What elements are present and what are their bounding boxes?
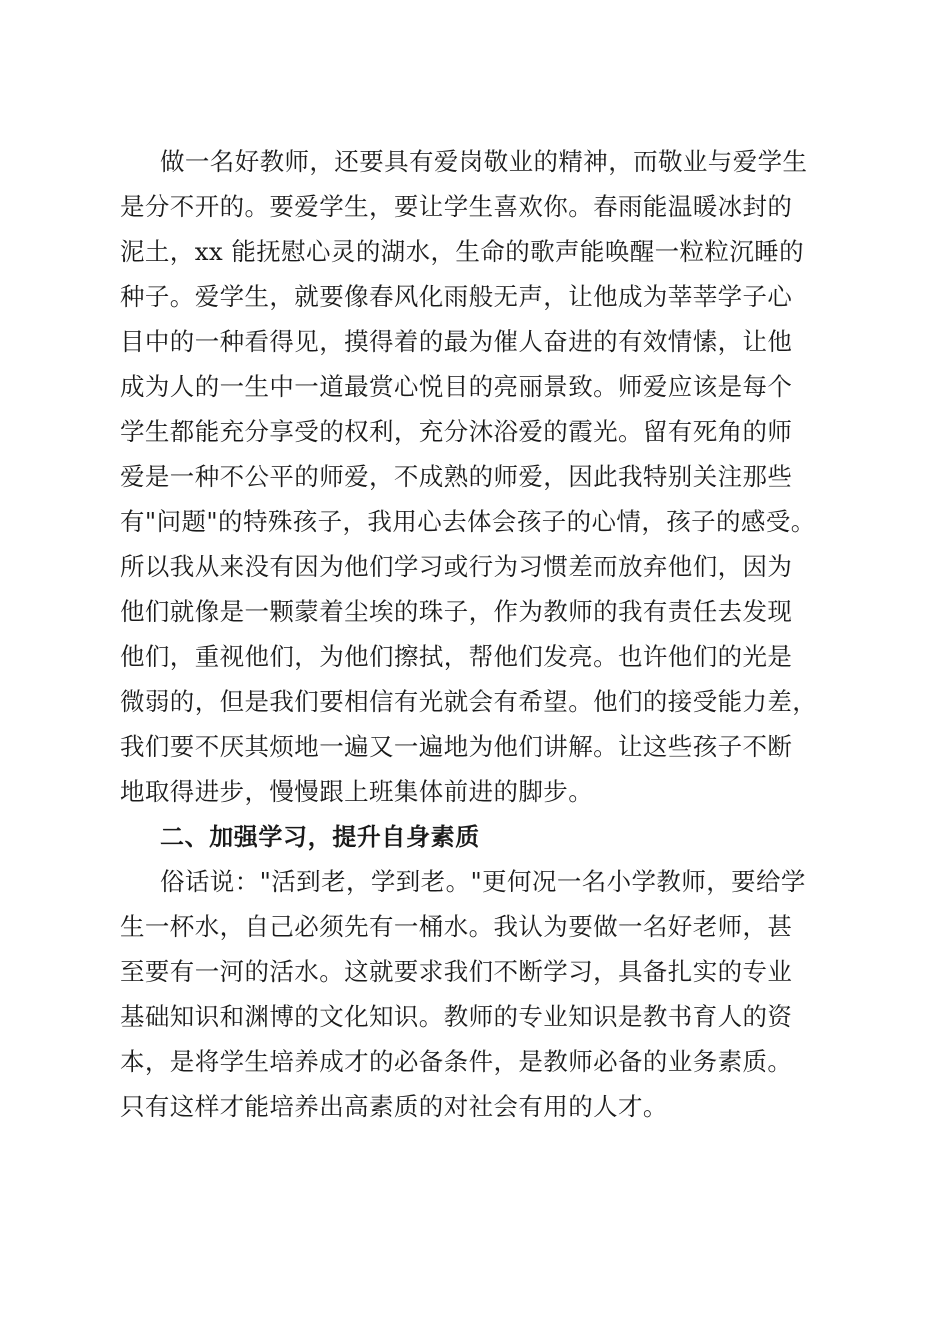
paragraph-2-line-2: 生一杯水，自己必须先有一桶水。我认为要做一名好老师，甚 <box>120 912 793 941</box>
paragraph-2-line-4: 基础知识和渊博的文化知识。教师的专业知识是教书育人的资 <box>120 1002 793 1031</box>
paragraph-1-line-7: 学生都能充分享受的权利，充分沐浴爱的霞光。留有死角的师 <box>120 417 793 446</box>
paragraph-1-line-8: 爱是一种不公平的师爱，不成熟的师爱，因此我特别关注那些 <box>120 462 793 491</box>
paragraph-2-line-6: 只有这样才能培养出高素质的对社会有用的人才。 <box>120 1092 668 1121</box>
paragraph-1-line-1: 做一名好教师，还要具有爱岗敬业的精神，而敬业与爱学生 <box>160 147 808 176</box>
paragraph-1-line-9: 有"问题"的特殊孩子，我用心去体会孩子的心情，孩子的感受。 <box>120 507 816 536</box>
paragraph-1-line-12: 他们，重视他们，为他们擦拭，帮他们发亮。也许他们的光是 <box>120 642 793 671</box>
paragraph-1-line-2: 是分不开的。要爱学生，要让学生喜欢你。春雨能温暖冰封的 <box>120 192 793 221</box>
paragraph-1-line-11: 他们就像是一颗蒙着尘埃的珠子，作为教师的我有责任去发现 <box>120 597 793 626</box>
paragraph-2-line-1: 俗话说："活到老，学到老。"更何况一名小学教师，要给学 <box>160 867 806 896</box>
paragraph-1-line-6: 成为人的一生中一道最赏心悦目的亮丽景致。师爱应该是每个 <box>120 372 793 401</box>
paragraph-1-line-15: 地取得进步，慢慢跟上班集体前进的脚步。 <box>120 777 594 806</box>
paragraph-1-line-3: 泥土，xx 能抚慰心灵的湖水，生命的歌声能唤醒一粒粒沉睡的 <box>120 237 805 266</box>
paragraph-1-line-4: 种子。爱学生，就要像春风化雨般无声，让他成为莘莘学子心 <box>120 282 793 311</box>
paragraph-1-line-10: 所以我从来没有因为他们学习或行为习惯差而放弃他们，因为 <box>120 552 793 581</box>
paragraph-2-line-3: 至要有一河的活水。这就要求我们不断学习，具备扎实的专业 <box>120 957 793 986</box>
paragraph-1-line-13: 微弱的，但是我们要相信有光就会有希望。他们的接受能力差， <box>120 687 818 716</box>
section-heading: 二、加强学习，提升自身素质 <box>160 823 480 851</box>
paragraph-1-line-14: 我们要不厌其烦地一遍又一遍地为他们讲解。让这些孩子不断 <box>120 732 793 761</box>
paragraph-1-line-5: 目中的一种看得见，摸得着的最为催人奋进的有效情愫，让他 <box>120 327 793 356</box>
paragraph-2-line-5: 本，是将学生培养成才的必备条件，是教师必备的业务素质。 <box>120 1047 793 1076</box>
